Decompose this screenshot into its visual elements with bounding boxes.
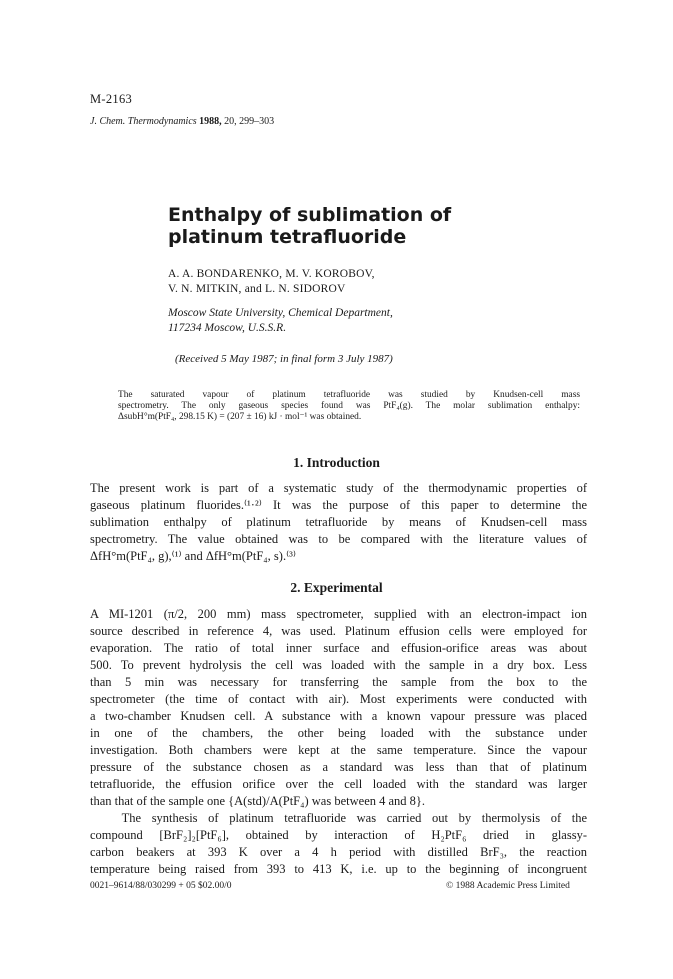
text-line: carbon beakers at 393 K over a 4 h period with distilled BrF₃, the reaction — [90, 845, 587, 859]
journal-pages: 20, 299–303 — [224, 116, 275, 127]
text-line: spectrometry. The value obtained was to be compared with the literature values of — [90, 532, 587, 546]
text-line: temperature being raised from 393 to 413 K, i.e. up to the beginning of incongruent — [90, 862, 587, 876]
authors-line-2: V. N. MITKIN, and L. N. SIDOROV — [168, 283, 346, 295]
abstract — [118, 390, 580, 424]
affiliation-line-2: 117234 Moscow, U.S.S.R. — [168, 322, 287, 334]
text-line: gaseous platinum fluorides.⁽¹·²⁾ It was the purpose of this paper to determine the — [90, 498, 587, 512]
text-line: than 5 min was necessary for transferring the sample from the box to the — [90, 675, 587, 689]
text-line: source described in reference 4, was used. Platinum effusion cells were employed for — [90, 624, 587, 638]
section-heading-introduction: 1. Introduction — [293, 455, 380, 470]
abstract-line: spectrometry. The only gaseous species found was PtF₄(g). The molar sublimation enthalpy: — [118, 401, 580, 412]
introduction-text — [90, 480, 587, 565]
footer-copyright: © 1988 Academic Press Limited — [446, 881, 570, 891]
text-line: a two-chamber Knudsen cell. A substance with a known vapour pressure was placed — [90, 709, 587, 723]
abstract-line: ΔsubH°m(PtF₄, 298.15 K) = (207 ± 16) kJ · mol⁻¹ was obtained. — [118, 412, 362, 423]
text-line: The present work is part of a systematic study of the thermodynamic properties of — [90, 481, 587, 495]
footer-issn: 0021–9614/88/030299 + 05 $02.00/0 — [90, 881, 232, 891]
experimental-text — [90, 606, 587, 878]
affiliation — [168, 306, 393, 336]
manuscript-code: M-2163 — [90, 92, 133, 106]
text-line: than that of the sample one {A(std)/A(PtF₄) was between 4 and 8}. — [90, 794, 426, 808]
journal-citation — [90, 116, 274, 127]
text-line: investigation. Both chambers were kept at the same temperature. Since the vapour — [90, 743, 587, 757]
article-title — [168, 204, 588, 248]
text-line: The synthesis of platinum tetrafluoride was carried out by thermolysis of the — [90, 811, 587, 825]
affiliation-line-1: Moscow State University, Chemical Department, — [168, 307, 393, 319]
authors-line-1: A. A. BONDARENKO, M. V. KOROBOV, — [168, 268, 375, 280]
text-line: pressure of the substance chosen as a standard was less than that of platinum — [90, 760, 587, 774]
text-line: in one of the chambers, the other being loaded with the substance under — [90, 726, 587, 740]
authors — [168, 267, 375, 297]
text-line: tetrafluoride, the effusion orifice over the cell loaded with the standard was larger — [90, 777, 587, 791]
text-line: spectrometer (the time of contact with air). Most experiments were conducted with — [90, 692, 587, 706]
text-line: compound [BrF₂]₂[PtF₆], obtained by interaction of H₂PtF₆ dried in glassy- — [90, 828, 587, 842]
text-line: ΔfH°m(PtF₄, g),⁽¹⁾ and ΔfH°m(PtF₄, s).⁽³⁾ — [90, 549, 296, 563]
journal-year: 1988, — [199, 116, 222, 127]
text-line: evaporation. The ratio of total inner surface and effusion-orifice areas was about — [90, 641, 587, 655]
text-line: A MI-1201 (π/2, 200 mm) mass spectrometer, supplied with an electron-impact ion — [90, 607, 587, 621]
text-line: sublimation enthalpy of platinum tetrafluoride by means of Knudsen-cell mass — [90, 515, 587, 529]
section-heading-experimental: 2. Experimental — [290, 580, 383, 595]
title-line-2: platinum tetrafluoride — [168, 226, 407, 248]
received-dates: (Received 5 May 1987; in final form 3 July 1987) — [175, 353, 393, 365]
journal-name: J. Chem. Thermodynamics — [90, 116, 197, 127]
title-line-1: Enthalpy of sublimation of — [168, 204, 452, 226]
text-line: 500. To prevent hydrolysis the cell was loaded with the sample in a dry box. Less — [90, 658, 587, 672]
abstract-line: The saturated vapour of platinum tetrafluoride was studied by Knudsen-cell mass — [118, 390, 580, 400]
